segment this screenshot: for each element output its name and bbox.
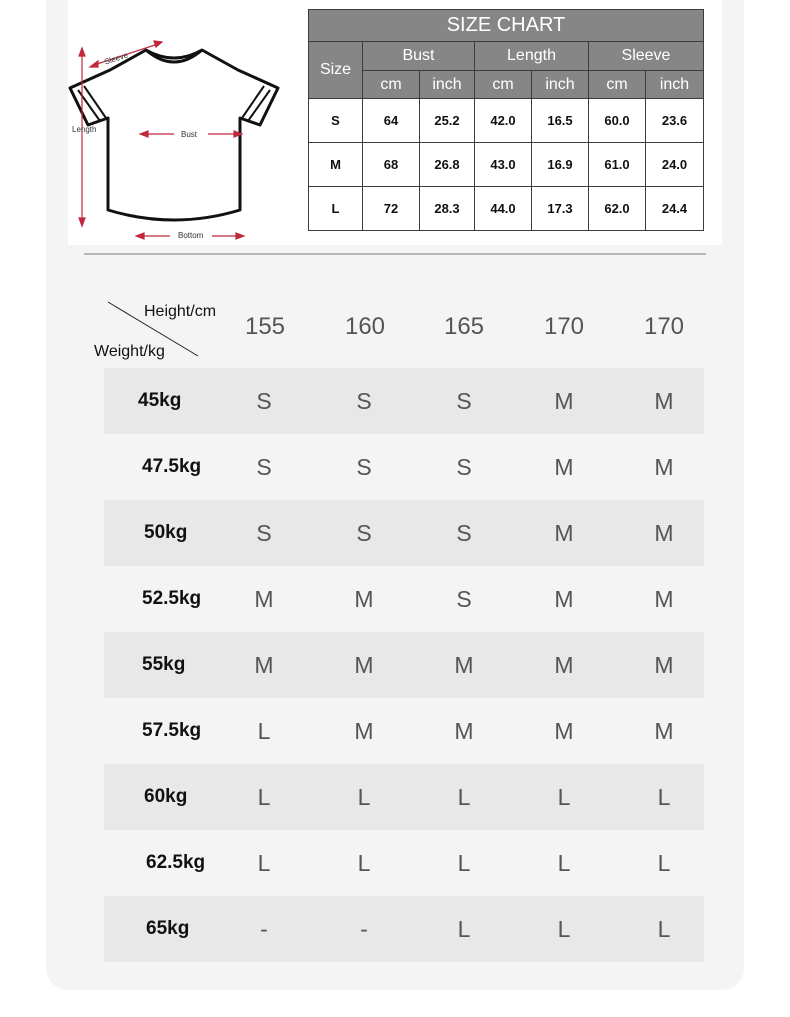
size-cell: M: [654, 453, 674, 480]
measure-cell: 16.9: [532, 143, 589, 187]
size-cell: S: [256, 453, 272, 480]
size-cell: M: [354, 585, 374, 612]
weight-row: [104, 896, 704, 962]
weight-row: [104, 764, 704, 830]
size-cell: S: [356, 453, 372, 480]
height-column-header: 155: [244, 313, 286, 340]
measure-cell: 62.0: [589, 187, 646, 231]
size-cell: M: [454, 651, 474, 678]
measure-cell: 61.0: [589, 143, 646, 187]
weight-row: [104, 368, 704, 434]
size-cell: M: [654, 585, 674, 612]
size-cell: S: [256, 519, 272, 546]
height-column-header: 160: [344, 313, 386, 340]
unit-header: cm: [589, 71, 646, 99]
size-cell: M: [354, 717, 374, 744]
measure-cell: 44.0: [475, 187, 532, 231]
sleeve-group-header: Sleeve: [589, 42, 704, 71]
size-cell: L: [657, 915, 671, 942]
size-cell: L: [557, 915, 571, 942]
size-cell: S: [456, 387, 472, 414]
size-row: [309, 187, 704, 231]
weight-label: 45kg: [138, 390, 182, 411]
weight-label: 47.5kg: [142, 456, 202, 477]
size-cell: L: [557, 783, 571, 810]
size-chart-title: SIZE CHART: [309, 10, 704, 42]
unit-header: cm: [475, 71, 532, 99]
size-cell: L: [457, 783, 471, 810]
size-name: S: [309, 99, 363, 143]
size-cell: M: [554, 453, 574, 480]
size-cell: S: [356, 387, 372, 414]
weight-label: 62.5kg: [146, 852, 206, 873]
size-cell: L: [657, 849, 671, 876]
bottom-label: Bottom: [178, 231, 204, 240]
bust-group-header: Bust: [363, 42, 475, 71]
size-cell: S: [456, 519, 472, 546]
weight-row: [104, 500, 704, 566]
size-cell: M: [554, 585, 574, 612]
measure-cell: 68: [363, 143, 420, 187]
weight-label: 55kg: [142, 654, 186, 675]
size-cell: L: [257, 783, 271, 810]
size-cell: S: [256, 387, 272, 414]
size-row: [309, 143, 704, 187]
unit-header: inch: [646, 71, 704, 99]
size-cell: -: [360, 915, 368, 942]
size-cell: M: [654, 717, 674, 744]
tshirt-diagram: [68, 30, 304, 245]
size-cell: L: [357, 849, 371, 876]
size-cell: L: [257, 717, 271, 744]
weight-row: [104, 566, 704, 632]
weight-label: 50kg: [144, 522, 188, 543]
unit-header: inch: [420, 71, 475, 99]
size-cell: -: [260, 915, 268, 942]
size-cell: S: [456, 585, 472, 612]
weight-row: [104, 830, 704, 896]
size-cell: M: [454, 717, 474, 744]
measure-cell: 23.6: [646, 99, 704, 143]
size-cell: M: [254, 585, 274, 612]
size-name: M: [309, 143, 363, 187]
measure-cell: 28.3: [420, 187, 475, 231]
size-cell: M: [554, 519, 574, 546]
height-axis-label: Height/cm: [144, 303, 217, 320]
size-cell: M: [554, 387, 574, 414]
size-name: L: [309, 187, 363, 231]
size-cell: M: [654, 519, 674, 546]
measure-cell: 24.4: [646, 187, 704, 231]
size-cell: L: [457, 915, 471, 942]
weight-label: 60kg: [144, 786, 188, 807]
measure-cell: 60.0: [589, 99, 646, 143]
measure-cell: 64: [363, 99, 420, 143]
size-cell: M: [554, 717, 574, 744]
measure-cell: 26.8: [420, 143, 475, 187]
size-cell: M: [654, 387, 674, 414]
length-group-header: Length: [475, 42, 589, 71]
sleeve-label: Sleeve: [103, 50, 130, 67]
height-column-header: 170: [643, 313, 685, 340]
size-row: [309, 99, 704, 143]
measure-cell: 24.0: [646, 143, 704, 187]
weight-axis-label: Weight/kg: [94, 343, 165, 360]
size-chart-table: [308, 9, 704, 231]
size-cell: S: [356, 519, 372, 546]
size-cell: L: [457, 849, 471, 876]
size-cell: M: [254, 651, 274, 678]
measure-cell: 72: [363, 187, 420, 231]
length-label: Length: [72, 125, 97, 134]
measure-cell: 43.0: [475, 143, 532, 187]
weight-label: 57.5kg: [142, 720, 202, 741]
weight-row: [104, 632, 704, 698]
size-cell: M: [654, 651, 674, 678]
size-column-header: Size: [309, 42, 363, 99]
measure-cell: 42.0: [475, 99, 532, 143]
size-cell: L: [257, 849, 271, 876]
bust-label: Bust: [181, 130, 198, 139]
weight-row: [104, 434, 704, 500]
unit-header: cm: [363, 71, 420, 99]
size-cell: L: [557, 849, 571, 876]
measure-cell: 17.3: [532, 187, 589, 231]
weight-label: 65kg: [146, 918, 190, 939]
unit-header: inch: [532, 71, 589, 99]
weight-label: 52.5kg: [142, 588, 202, 609]
section-divider: [84, 253, 706, 255]
height-column-header: 170: [543, 313, 585, 340]
size-cell: L: [357, 783, 371, 810]
size-cell: L: [657, 783, 671, 810]
measure-cell: 25.2: [420, 99, 475, 143]
height-column-header: 165: [443, 313, 485, 340]
measure-cell: 16.5: [532, 99, 589, 143]
size-cell: M: [354, 651, 374, 678]
size-cell: M: [554, 651, 574, 678]
size-cell: S: [456, 453, 472, 480]
weight-row: [104, 698, 704, 764]
